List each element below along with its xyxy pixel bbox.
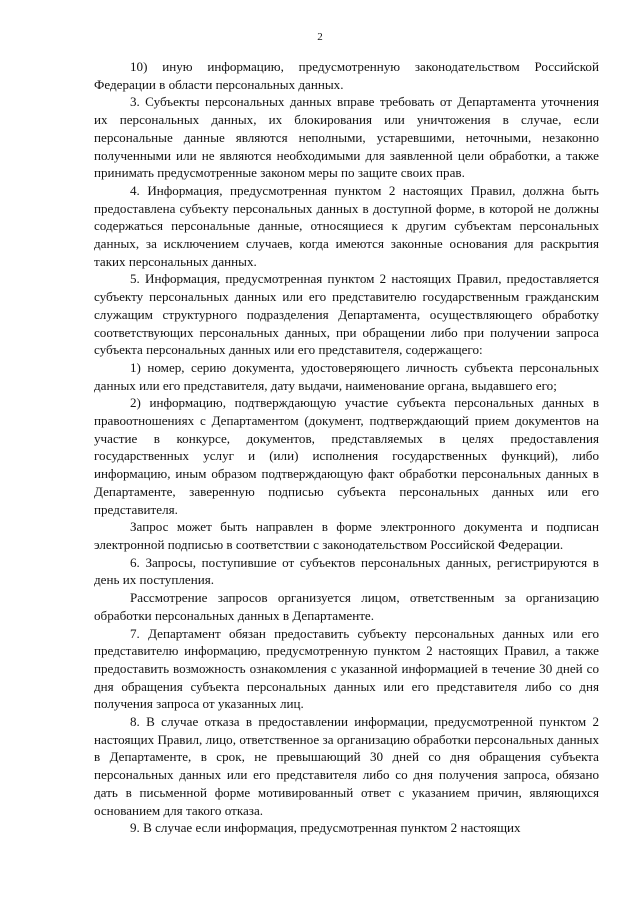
paragraph-item-10: 10) иную информацию, предусмотренную законодательством Российской Федерации в области персональных данных. bbox=[94, 59, 599, 92]
paragraph-clause-3: 3. Субъекты персональных данных вправе требовать от Департамента уточнения их персональных данных, их блокирования или уничтожения в случае, если персональные данные являются неполными, устаревшими, неточными, незаконно полученными или не являются необходимыми для заявленной цели обработки, а также принимать предусмотренные законом меры по защите своих прав. bbox=[94, 94, 599, 181]
paragraph-clause-9: 9. В случае если информация, предусмотренная пунктом 2 настоящих bbox=[130, 820, 521, 836]
paragraph-item-2: 2) информацию, подтверждающую участие субъекта персональных данных в правоотношениях с Департаментом (документ, подтверждающий прием документов на участие в конкурсе, документов, представляемых в целях предоставления государственных услуг и (или) исполнения государственных функций), либо информацию, иным образом подтверждающую факт обработки персональных данных в Департаменте, заверенную подписью субъекта персональных данных или его представителя. bbox=[94, 395, 599, 517]
paragraph-electronic-request: Запрос может быть направлен в форме электронного документа и подписан электронной подписью в соответствии с законодательством Российской Федерации. bbox=[94, 519, 599, 552]
paragraph-clause-6: 6. Запросы, поступившие от субъектов персональных данных, регистрируются в день их поступления. bbox=[94, 554, 599, 588]
page-number: 2 bbox=[317, 31, 323, 43]
paragraph-item-1: 1) номер, серию документа, удостоверяющего личность субъекта персональных данных или его представителя, дату выдачи, наименование органа, выдавшего его; bbox=[94, 359, 599, 393]
paragraph-clause-7: 7. Департамент обязан предоставить субъекту персональных данных или его представителю информацию, предусмотренную пунктом 2 настоящих Правил, а также предоставить возможность ознакомления с указанной информацией в течение 30 дней со дня обращения субъекта персональных данных или его представителя либо со дня получения запроса от указанных лиц. bbox=[94, 625, 599, 712]
document-body bbox=[94, 58, 599, 837]
paragraph-clause-4: 4. Информация, предусмотренная пунктом 2 настоящих Правил, должна быть предоставлена субъекту персональных данных в доступной форме, в которой не должны содержаться персональные данные, относящиеся к другим субъектам персональных данных, за исключением случаев, когда имеются законные основания для раскрытия таких персональных данных. bbox=[94, 182, 599, 269]
paragraph-clause-5: 5. Информация, предусмотренная пунктом 2 настоящих Правил, предоставляется субъекту персональных данных или его представителю государственным гражданским служащим структурного подразделения Департамента, осуществляющего обработку соответствующих персональных данных, при обращении либо при получении запроса субъекта персональных данных или его представителя, содержащего: bbox=[94, 271, 599, 358]
paragraph-clause-8: 8. В случае отказа в предоставлении информации, предусмотренной пунктом 2 настоящих Правил, лицо, ответственное за организацию обработки персональных данных в Департаменте, в срок, не превышающий 30 дней со дня обращения субъекта персональных данных или его представителя либо со дня получения запроса, обязано дать в письменной форме мотивированный ответ с указанием причин, являющихся основанием для такого отказа. bbox=[94, 714, 599, 818]
paragraph-request-review: Рассмотрение запросов организуется лицом, ответственным за организацию обработки персональных данных в Департаменте. bbox=[94, 590, 599, 623]
